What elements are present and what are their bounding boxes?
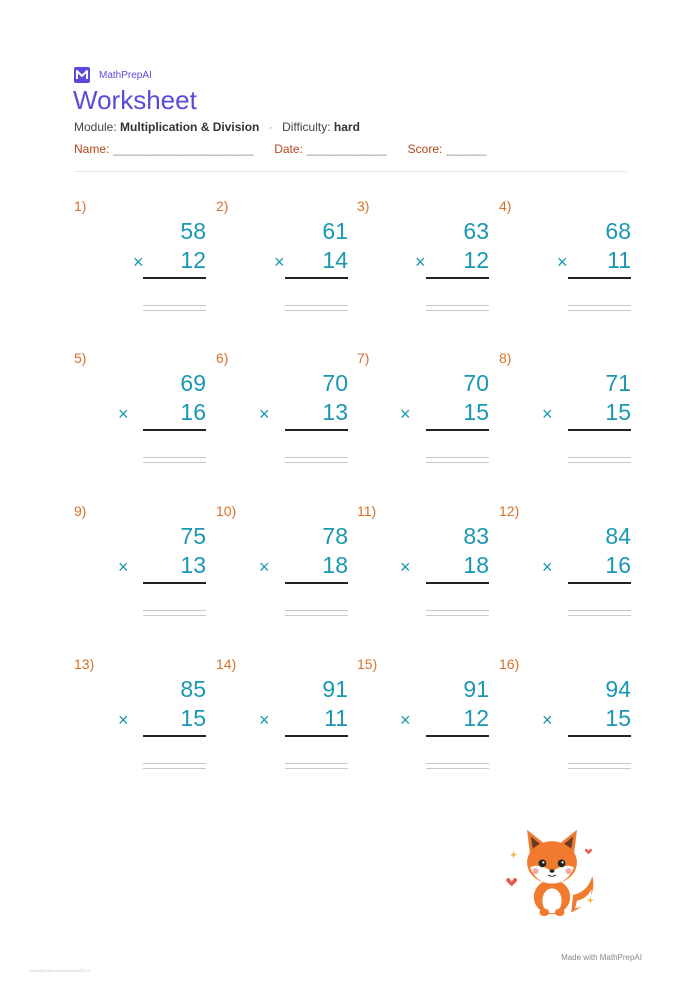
meta-separator: · [268,120,273,134]
answer-space[interactable] [143,457,206,463]
multiplier: 15 [605,705,631,731]
multiplier: 11 [324,705,348,731]
problem-2 [216,198,358,338]
problem-4 [499,198,641,338]
multiplicand: 69 [180,370,206,396]
problem-5 [74,350,216,490]
score-blank: ______ [446,142,487,156]
multiplier: 12 [463,705,489,731]
date-blank: ____________ [306,142,387,156]
difficulty-label: Difficulty: [282,120,331,134]
problem-11 [357,503,499,643]
product-line [143,582,206,584]
name-label: Name: [74,142,110,156]
problem-number: 1) [74,198,87,214]
worksheet-meta [74,120,360,134]
multiplier: 13 [322,399,348,425]
multiplicand: 63 [463,218,489,244]
multiply-sign: × [400,710,411,730]
answer-space[interactable] [426,457,489,463]
multiplicand: 70 [463,370,489,396]
answer-space[interactable] [285,610,348,616]
product-line [568,735,631,737]
fox-mascot-icon [504,824,600,920]
product-line [568,429,631,431]
multiplier: 15 [180,705,206,731]
answer-space[interactable] [426,610,489,616]
problem-number: 8) [499,350,512,366]
problem-14 [216,656,358,796]
multiplicand: 68 [605,218,631,244]
problem-8 [499,350,641,490]
product-line [426,277,489,279]
multiplier: 15 [463,399,489,425]
made-with-footer: Made with MathPrepAI [561,953,642,962]
module-value: Multiplication & Division [120,120,260,134]
problem-6 [216,350,358,490]
brand [74,67,152,83]
multiplier: 16 [180,399,206,425]
multiplicand: 71 [605,370,631,396]
problem-number: 3) [357,198,370,214]
product-line [143,277,206,279]
multiplicand: 85 [180,676,206,702]
multiplier: 18 [463,552,489,578]
multiply-sign: × [118,710,129,730]
answer-space[interactable] [143,763,206,769]
product-line [285,277,348,279]
product-line [568,582,631,584]
multiplier: 15 [605,399,631,425]
problem-number: 2) [216,198,229,214]
multiplicand: 91 [463,676,489,702]
answer-space[interactable] [143,610,206,616]
product-line [426,582,489,584]
student-fields [74,142,486,156]
footnote-id: #sa4f8f52f6e4a9f6a34f8b8e5f712 [30,968,90,973]
problem-10 [216,503,358,643]
worksheet-title: Worksheet [73,85,197,115]
multiply-sign: × [400,557,411,577]
problem-number: 16) [499,656,520,672]
multiplicand: 84 [605,523,631,549]
problem-9 [74,503,216,643]
multiplier: 13 [180,552,206,578]
brand-name: MathPrepAI [99,69,152,81]
problem-number: 11) [357,503,377,519]
mathprepai-logo-icon [74,67,90,83]
product-line [426,429,489,431]
product-line [143,429,206,431]
answer-space[interactable] [426,763,489,769]
answer-space[interactable] [285,763,348,769]
score-label: Score: [407,142,443,156]
problem-13 [74,656,216,796]
problem-7 [357,350,499,490]
multiplicand: 94 [605,676,631,702]
multiply-sign: × [400,404,411,424]
problem-number: 7) [357,350,370,366]
name-blank: _____________________ [113,142,254,156]
product-line [285,429,348,431]
problem-15 [357,656,499,796]
multiplier: 14 [322,247,348,273]
multiplier: 12 [180,247,206,273]
multiplicand: 83 [463,523,489,549]
answer-space[interactable] [143,305,206,311]
multiply-sign: × [274,252,285,272]
multiply-sign: × [118,557,129,577]
problem-number: 9) [74,503,87,519]
multiplicand: 61 [322,218,348,244]
problem-1 [74,198,216,338]
answer-space[interactable] [568,610,631,616]
multiply-sign: × [542,404,553,424]
multiply-sign: × [542,710,553,730]
problem-number: 14) [216,656,237,672]
answer-space[interactable] [568,305,631,311]
difficulty-value: hard [333,120,360,134]
multiplier: 12 [463,247,489,273]
multiply-sign: × [415,252,426,272]
answer-space[interactable] [568,457,631,463]
multiply-sign: × [259,404,270,424]
problem-12 [499,503,641,643]
multiplicand: 58 [180,218,206,244]
header-divider [74,171,627,172]
problem-number: 10) [216,503,237,519]
answer-space[interactable] [285,305,348,311]
answer-space[interactable] [285,457,348,463]
answer-space[interactable] [426,305,489,311]
product-line [426,735,489,737]
multiply-sign: × [259,710,270,730]
multiplicand: 75 [180,523,206,549]
problem-number: 12) [499,503,520,519]
multiply-sign: × [542,557,553,577]
problem-number: 15) [357,656,378,672]
product-line [285,735,348,737]
multiply-sign: × [118,404,129,424]
module-label: Module: [74,120,117,134]
multiplier: 18 [322,552,348,578]
problem-number: 6) [216,350,229,366]
multiplier: 11 [607,247,631,273]
multiply-sign: × [557,252,568,272]
product-line [143,735,206,737]
problem-16 [499,656,641,796]
problem-3 [357,198,499,338]
multiplicand: 70 [322,370,348,396]
product-line [285,582,348,584]
answer-space[interactable] [568,763,631,769]
multiply-sign: × [133,252,144,272]
multiplicand: 78 [322,523,348,549]
date-label: Date: [274,142,303,156]
problem-number: 4) [499,198,512,214]
multiply-sign: × [259,557,270,577]
problem-number: 5) [74,350,87,366]
problem-number: 13) [74,656,95,672]
multiplier: 16 [605,552,631,578]
product-line [568,277,631,279]
multiplicand: 91 [322,676,348,702]
